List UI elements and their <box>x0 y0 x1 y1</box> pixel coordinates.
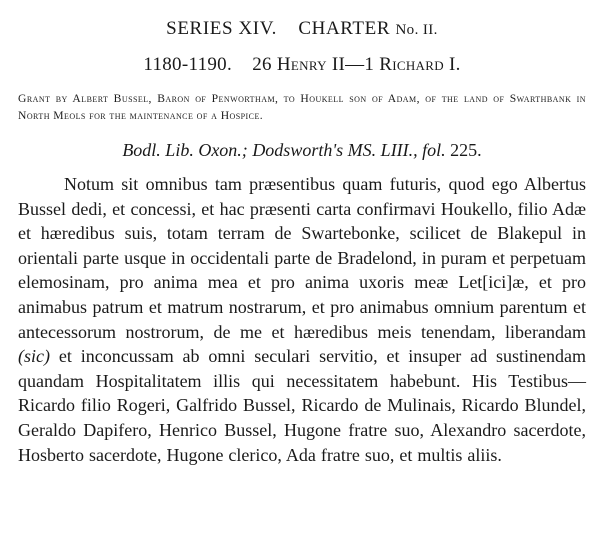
reign-start-king: Henry II <box>276 54 346 75</box>
series-heading <box>18 14 586 44</box>
reign-dash: — <box>345 54 365 75</box>
charter-text <box>18 172 586 467</box>
date-years: 1180-1190. <box>143 54 233 75</box>
date-heading <box>18 50 586 80</box>
sic-annotation: (sic) <box>18 346 50 367</box>
charter-text-part-2: et inconcussam ab omni seculari servitio, et insuper ad sustinendam quandam Hospitalitatem illis qui necessitatem habebunt. His Testibus—Ricardo filio Rogeri, Galfrido Bussel, Ricardo de Mulinais, Ricardo Blundel, Geraldo Dapifero, Henrico Bussel, Hugone fratre suo, Alexandro sacerdote, Hosberto sacerdote, Hugone clerico, Ada fratre suo, et multis aliis. <box>18 346 587 465</box>
charter-text-part-1: Notum sit omnibus tam præsentibus quam futuris, quod ego Albertus Bussel dedi, et concessi, et hac præsenti carta confirmavi Houkello, filio Adæ et hæredibus suis, totam terram de Swartebonke, scilicet de Blakepul in orientali parte usque in occidentali parte de Bradelond, in puram et perpetuam elemosinam, pro anima mea et pro anima uxoris meæ Let[ici]æ, et pro animabus patrum et matrum nostrarum, et pro animabus omnium parentum et antecessorum nostrorum, de me et hæredibus meis tenendam, liberandam <box>18 174 586 342</box>
source-manuscript: Dodsworth's MS. LIII., fol. <box>252 140 446 160</box>
charter-number: No. II. <box>395 22 438 38</box>
source-citation <box>18 136 586 164</box>
source-library: Bodl. Lib. Oxon.; <box>122 140 248 160</box>
reign-start-number: 26 <box>252 54 272 75</box>
source-folio: 225. <box>450 140 482 160</box>
reign-end-number: 1 <box>364 54 375 75</box>
charter-word: CHARTER <box>298 18 391 39</box>
grant-summary: Grant by Albert Bussel, Baron of Penwortham, to Houkell son of Adam, of the land of Swarthbank in North Meols for the maintenance of a Hospice. <box>18 92 586 122</box>
reign-end-king: Richard I. <box>379 54 461 75</box>
series-label: SERIES XIV. <box>166 18 277 39</box>
